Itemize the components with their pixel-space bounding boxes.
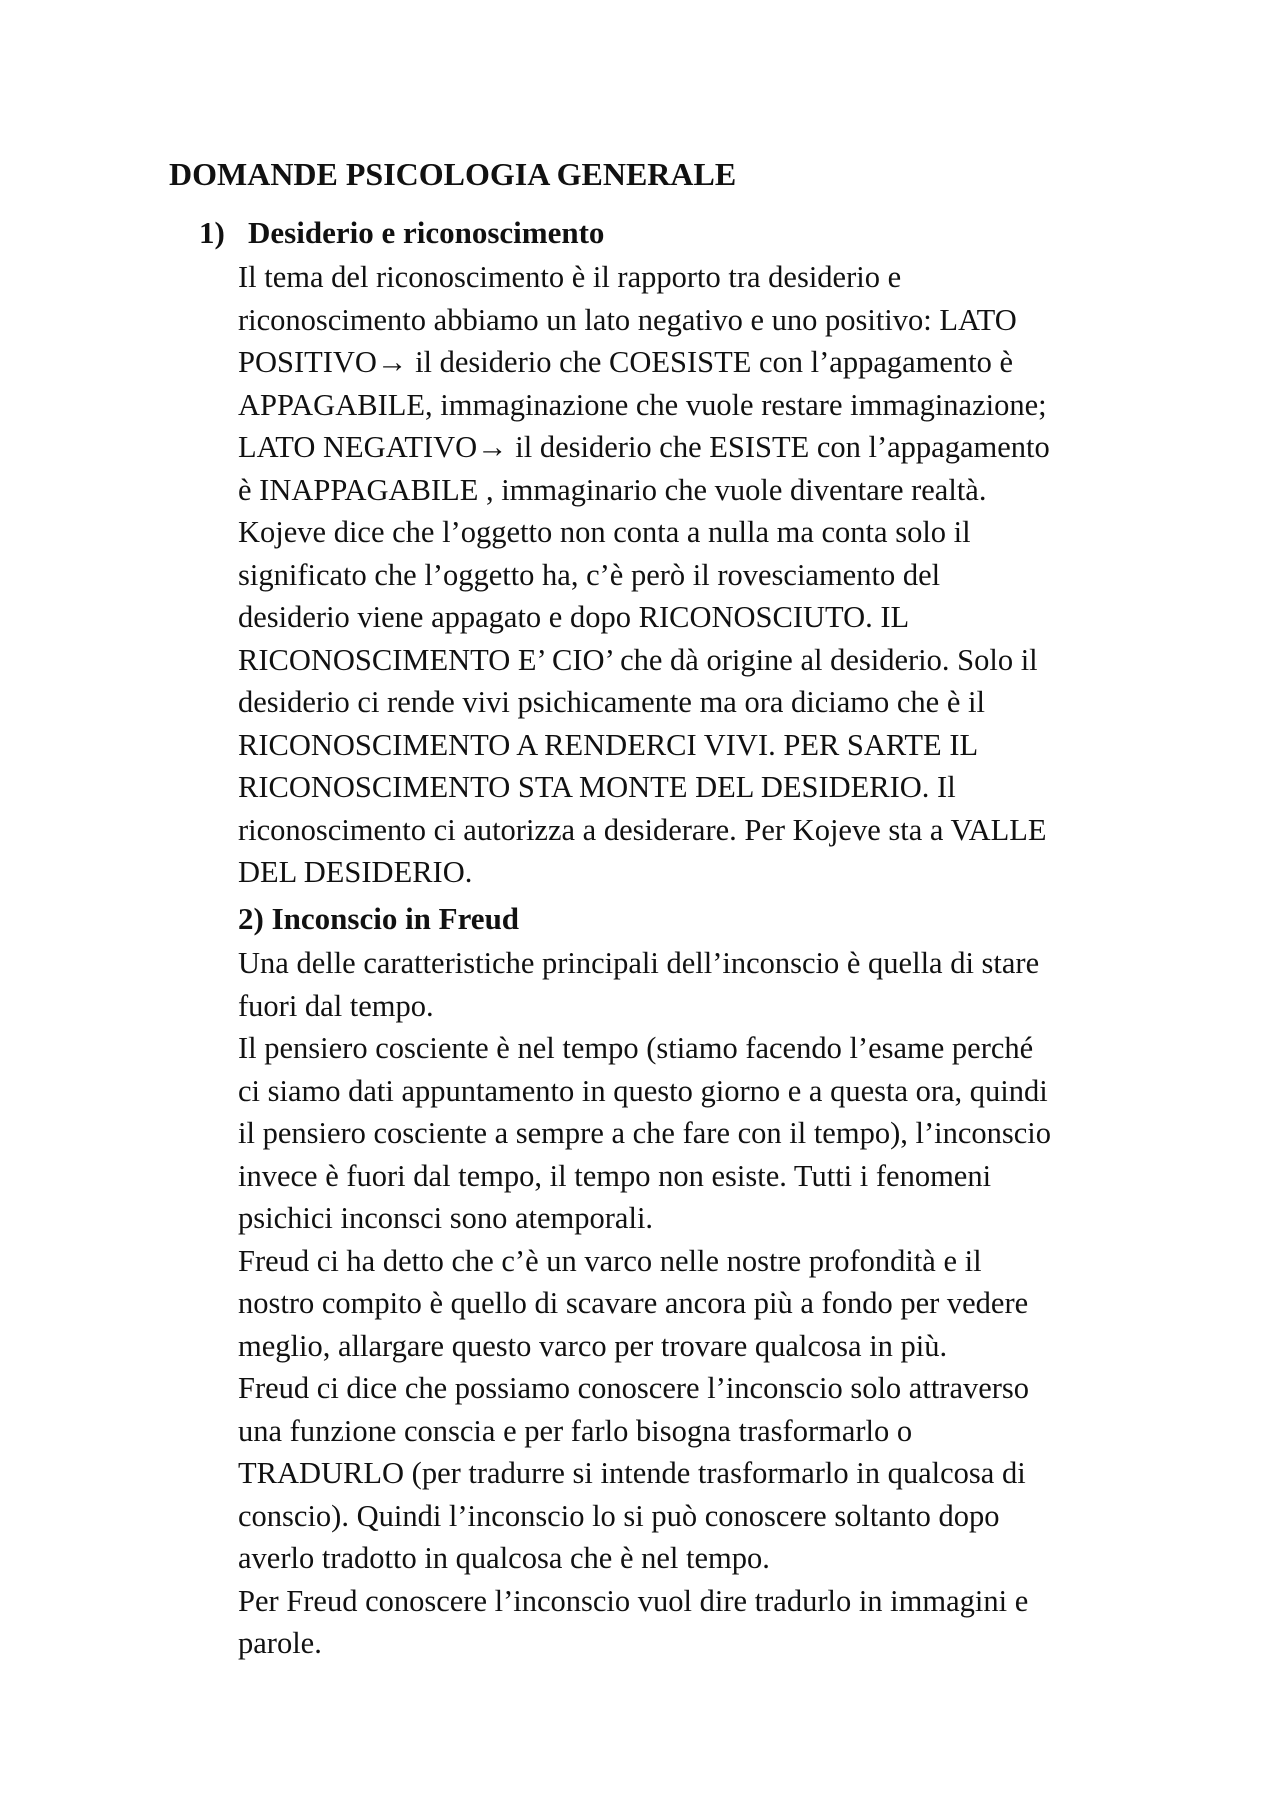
body-line: POSITIVO→ il desiderio che COESISTE con l’appagamento è bbox=[238, 345, 1014, 379]
body-line: riconoscimento abbiamo un lato negativo e uno positivo: LATO bbox=[238, 302, 1017, 337]
body-line: RICONOSCIMENTO E’ CIO’ che dà origine al desiderio. Solo il bbox=[238, 642, 1038, 677]
section-1-title: Desiderio e riconoscimento bbox=[248, 215, 605, 250]
body-line: desiderio ci rende vivi psichicamente ma ora diciamo che è il bbox=[238, 685, 985, 719]
section-2-number: 2) bbox=[238, 901, 264, 936]
body-line: ci siamo dati appuntamento in questo giorno e a questa ora, quindi bbox=[238, 1073, 1048, 1108]
body-line: Kojeve dice che l’oggetto non conta a nulla ma conta solo il bbox=[238, 515, 971, 549]
body-line: DEL DESIDERIO. bbox=[238, 855, 473, 889]
section-2-heading bbox=[238, 899, 519, 939]
section-1-body bbox=[238, 256, 1050, 894]
body-line: RICONOSCIMENTO STA MONTE DEL DESIDERIO. Il bbox=[238, 770, 956, 804]
body-line: è INAPPAGABILE , immaginario che vuole diventare realtà. bbox=[238, 472, 987, 507]
body-line: il pensiero cosciente a sempre a che fare con il tempo), l’inconscio bbox=[238, 1116, 1052, 1150]
body-line: nostro compito è quello di scavare ancora più a fondo per vedere bbox=[238, 1286, 1029, 1320]
body-line: Il tema del riconoscimento è il rapporto tra desiderio e bbox=[238, 260, 902, 294]
body-line: fuori dal tempo. bbox=[238, 988, 434, 1023]
body-line: conscio). Quindi l’inconscio lo si può conoscere soltanto dopo bbox=[238, 1498, 1000, 1533]
document-title: DOMANDE PSICOLOGIA GENERALE bbox=[169, 156, 737, 192]
body-line: riconoscimento ci autorizza a desiderare. Per Kojeve sta a VALLE bbox=[238, 812, 1047, 847]
body-line: APPAGABILE, immaginazione che vuole restare immaginazione; bbox=[238, 387, 1047, 422]
body-line: Il pensiero cosciente è nel tempo (stiamo facendo l’esame perché bbox=[238, 1031, 1034, 1065]
body-line: RICONOSCIMENTO A RENDERCI VIVI. PER SARTE IL bbox=[238, 727, 979, 762]
body-line: significato che l’oggetto ha, c’è però il rovesciamento del bbox=[238, 557, 941, 592]
body-line: desiderio viene appagato e dopo RICONOSCIUTO. IL bbox=[238, 600, 910, 634]
body-line: meglio, allargare questo varco per trovare qualcosa in più. bbox=[238, 1328, 948, 1363]
body-line: psichici inconsci sono atemporali. bbox=[238, 1201, 654, 1235]
body-line: Freud ci dice che possiamo conoscere l’inconscio solo attraverso bbox=[238, 1371, 1030, 1405]
body-line: Per Freud conoscere l’inconscio vuol dire tradurlo in immagini e bbox=[238, 1583, 1029, 1618]
section-2-body bbox=[238, 942, 1051, 1665]
section-1-number: 1) bbox=[199, 215, 225, 250]
body-line: una funzione conscia e per farlo bisogna trasformarlo o bbox=[238, 1413, 913, 1448]
body-line: averlo tradotto in qualcosa che è nel tempo. bbox=[238, 1541, 770, 1575]
section-1-heading bbox=[199, 213, 604, 253]
body-line: Freud ci ha detto che c’è un varco nelle nostre profondità e il bbox=[238, 1243, 982, 1278]
body-line: Una delle caratteristiche principali dell’inconscio è quella di stare bbox=[238, 946, 1040, 980]
body-line: invece è fuori dal tempo, il tempo non esiste. Tutti i fenomeni bbox=[238, 1158, 992, 1193]
body-line: LATO NEGATIVO→ il desiderio che ESISTE con l’appagamento bbox=[238, 430, 1050, 464]
body-line: parole. bbox=[238, 1626, 322, 1660]
body-line: TRADURLO (per tradurre si intende trasformarlo in qualcosa di bbox=[238, 1456, 1026, 1490]
section-2-title: Inconscio in Freud bbox=[271, 901, 520, 936]
